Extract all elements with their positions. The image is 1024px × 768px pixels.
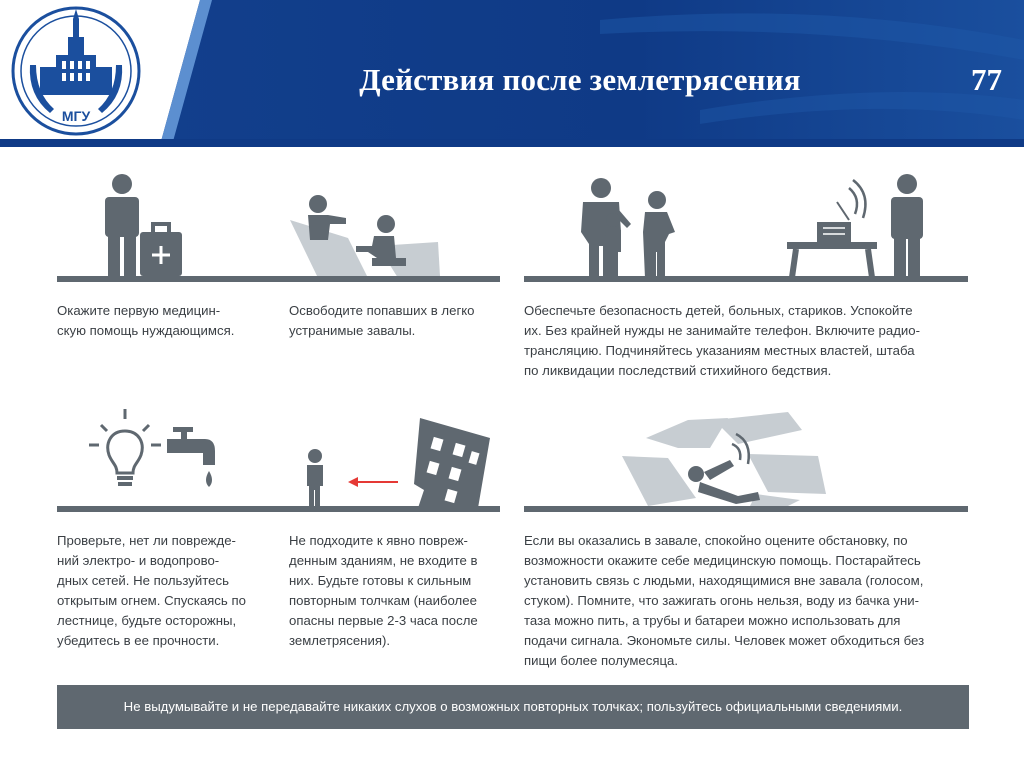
damaged-building-pictogram [300, 410, 500, 510]
text-rubble: Освободите попавших в легко устранимые завалы. [289, 303, 475, 338]
ground-line-bottom-right [524, 506, 968, 512]
page-number: 77 [971, 62, 1002, 97]
family-radio-pictogram [565, 172, 945, 282]
bulb-faucet-pictogram [85, 405, 225, 495]
logo-text: МГУ [61, 108, 91, 124]
text-safety: Обеспечьте безопасность детей, больных, стариков. Успокойте их. Без крайней нужды не занимайте телефон. Включите радио- трансляцию. Подчиняйтесь указаниям местных властей, штаба по ликвидации последствий стихийного бедствия. [524, 303, 921, 378]
text-trapped: Если вы оказались в завале, спокойно оцените обстановку, по возможности окажите себе медицинскую помощь. Постарайтесь установить связь с людьми, находящимися вне завала (голосом, стуком). Помните, что зажигать огонь нельзя, воду из бачка уни- таза можно пить, а трубы и батареи можно использовать для подачи сигнала. Экономьте силы. Человек может обходиться без пищи более полумесяца. [524, 533, 925, 668]
rubble-rescue-pictogram [288, 190, 448, 280]
text-first-aid: Окажите первую медицин- скую помощь нуждающимся. [57, 303, 235, 338]
ground-line-bottom-left [57, 506, 500, 512]
first-aid-pictogram [95, 170, 195, 280]
ground-line-top-left [57, 276, 500, 282]
page-title: Действия после землетрясения [359, 62, 801, 97]
footer-banner: Не выдумывайте и не передавайте никаких слухов о возможных повторных толчках; пользуйтесь официальными сведениями. [57, 685, 969, 729]
ground-line-top-right [524, 276, 968, 282]
text-utilities: Проверьте, нет ли поврежде- ний электро- и водопрово- дных сетей. Не пользуйтесь открытым огнем. Спускаясь по лестнице, будьте осторожны, убедитесь в ее прочности. [57, 533, 246, 648]
text-buildings: Не подходите к явно повреж- денным зданиям, не входите в них. Будьте готовы к сильным повторным толчкам (наиболее опасны первые 2-3 часа после землетрясения). [289, 533, 478, 648]
header [0, 0, 1024, 150]
trapped-person-pictogram [618, 408, 828, 508]
